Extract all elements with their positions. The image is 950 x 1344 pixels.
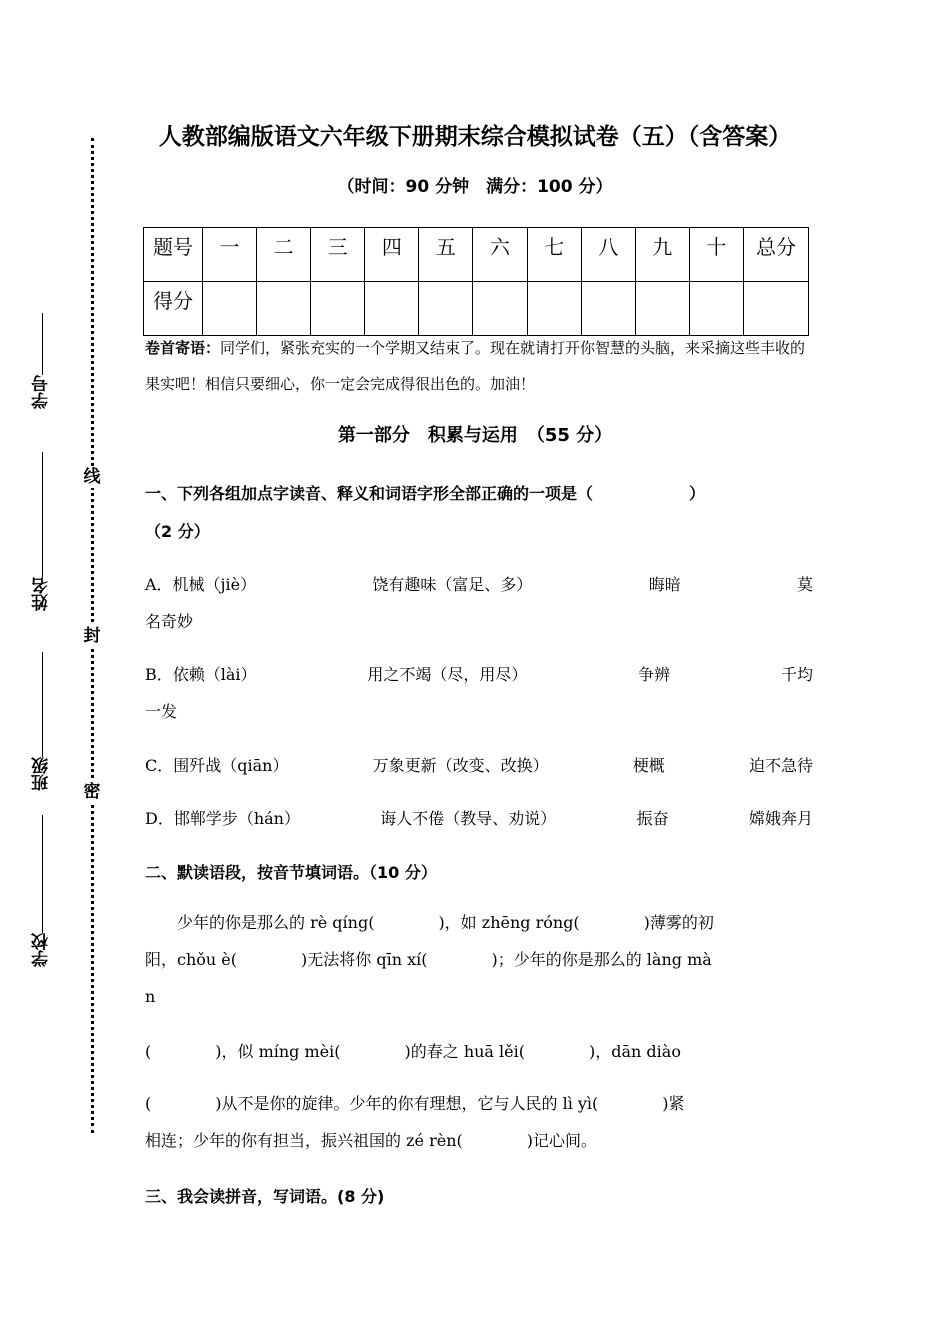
score-header-cell: 四 [365, 228, 419, 282]
score-header-cell: 题号 [144, 228, 203, 282]
score-header-cell: 二 [257, 228, 311, 282]
option-d-part: 振奋 [636, 809, 669, 828]
q1-option-d[interactable] [145, 806, 813, 829]
score-table-score-row [144, 282, 809, 336]
option-a-part: 莫 [796, 575, 813, 594]
score-cell[interactable] [635, 282, 689, 336]
field-label-class: 班级 [32, 757, 52, 791]
q3-title: 三、我会读拼音，写词语。(8 分) [145, 1187, 385, 1206]
score-header-cell: 六 [473, 228, 527, 282]
option-d-part: 诲人不倦（教导、劝说） [380, 809, 557, 828]
score-table [143, 227, 809, 336]
score-cell[interactable] [581, 282, 635, 336]
field-label-student-id: 学号 [32, 375, 52, 409]
option-a-part: A．机械（jiè） [145, 575, 257, 594]
q2-paragraph-cont [145, 1085, 813, 1159]
q2-title: 二、默读语段，按音节填词语。（10 分） [145, 863, 437, 882]
score-cell[interactable] [689, 282, 743, 336]
q1-option-a-wrap: 名奇妙 [145, 612, 194, 631]
option-b-part: 用之不竭（尽，用尽） [367, 665, 528, 684]
option-c-part: C．围歼战（qiān） [145, 756, 289, 775]
motto-label: 卷首寄语： [145, 339, 221, 357]
score-cell[interactable] [203, 282, 257, 336]
seal-char-mi: 密 [83, 782, 101, 802]
option-c-part: 梗概 [632, 756, 665, 775]
exam-title: 人教部编版语文六年级下册期末综合模拟试卷（五）（含答案） [158, 124, 792, 150]
motto-text: 同学们，紧张充实的一个学期又结束了。现在就请打开你智慧的头脑，来采摘这些丰收的果实吧！相信只要细心，你一定会完成得很出色的。加油！ [145, 339, 806, 393]
score-cell[interactable] [473, 282, 527, 336]
option-c-part: 迫不急待 [748, 756, 813, 775]
seal-char-feng: 封 [83, 626, 101, 646]
q1-points: （2 分） [145, 522, 210, 541]
q1-option-b-wrap: 一发 [145, 702, 178, 721]
field-underline [42, 452, 43, 577]
score-header-cell: 十 [689, 228, 743, 282]
exam-subtitle: （时间：90 分钟 满分：100 分） [337, 177, 613, 197]
field-underline [42, 652, 43, 757]
score-cell[interactable] [257, 282, 311, 336]
score-header-cell: 一 [203, 228, 257, 282]
q2-line: 少年的你是那么的 rè qíng( )，如 zhēng róng( )薄雾的初 [145, 913, 714, 932]
score-header-cell: 五 [419, 228, 473, 282]
field-label-school: 学校 [32, 933, 52, 967]
score-cell[interactable] [744, 282, 809, 336]
score-header-cell: 七 [527, 228, 581, 282]
seal-char-xian: 线 [83, 467, 101, 487]
q2-paragraph [145, 904, 813, 1015]
option-b-part: B．依赖（lài） [145, 665, 257, 684]
q2-line: ( )，似 míng mèi( )的春之 huā lěi( )，dān diào [145, 1042, 681, 1061]
field-label-name: 姓名 [32, 577, 52, 611]
q1-option-c[interactable] [145, 753, 813, 776]
q2-line: n [145, 987, 156, 1006]
option-a-part: 饶有趣味（富足、多） [372, 575, 533, 594]
q1-option-a[interactable] [145, 572, 813, 595]
score-header-cell: 三 [311, 228, 365, 282]
score-row-label: 得分 [144, 282, 203, 336]
q2-line: ( )从不是你的旋律。少年的你有理想，它与人民的 lì yì( )紧 [145, 1094, 685, 1113]
score-header-cell: 九 [635, 228, 689, 282]
q2-line: 相连；少年的你有担当，振兴祖国的 zé rèn( )记心间。 [145, 1131, 597, 1150]
option-c-part: 万象更新（改变、改换） [372, 756, 549, 775]
field-student-id[interactable] [30, 313, 54, 409]
motto [145, 330, 813, 402]
score-cell[interactable] [419, 282, 473, 336]
option-d-part: 嫦娥奔月 [748, 809, 813, 828]
score-header-cell: 总分 [744, 228, 809, 282]
option-d-part: D．邯郸学步（hán） [145, 809, 300, 828]
score-cell[interactable] [311, 282, 365, 336]
field-class[interactable] [30, 652, 54, 791]
score-cell[interactable] [365, 282, 419, 336]
field-school[interactable] [30, 815, 54, 967]
part1-title: 第一部分 积累与运用 （55 分） [337, 425, 613, 446]
option-a-part: 晦暗 [648, 575, 681, 594]
q1-option-b[interactable] [145, 662, 813, 685]
field-name[interactable] [30, 452, 54, 611]
option-b-part: 争辨 [638, 665, 671, 684]
q2-line: 阳，chǒu è( )无法将你 qīn xí( )；少年的你是那么的 làng mà [145, 950, 712, 969]
score-cell[interactable] [527, 282, 581, 336]
score-table-header-row [144, 228, 809, 282]
score-header-cell: 八 [581, 228, 635, 282]
field-underline [42, 313, 43, 375]
q1-title: 一、下列各组加点字读音、释义和词语字形全部正确的一项是（ ） [145, 484, 706, 503]
option-b-part: 千均 [780, 665, 813, 684]
field-underline [42, 815, 43, 933]
